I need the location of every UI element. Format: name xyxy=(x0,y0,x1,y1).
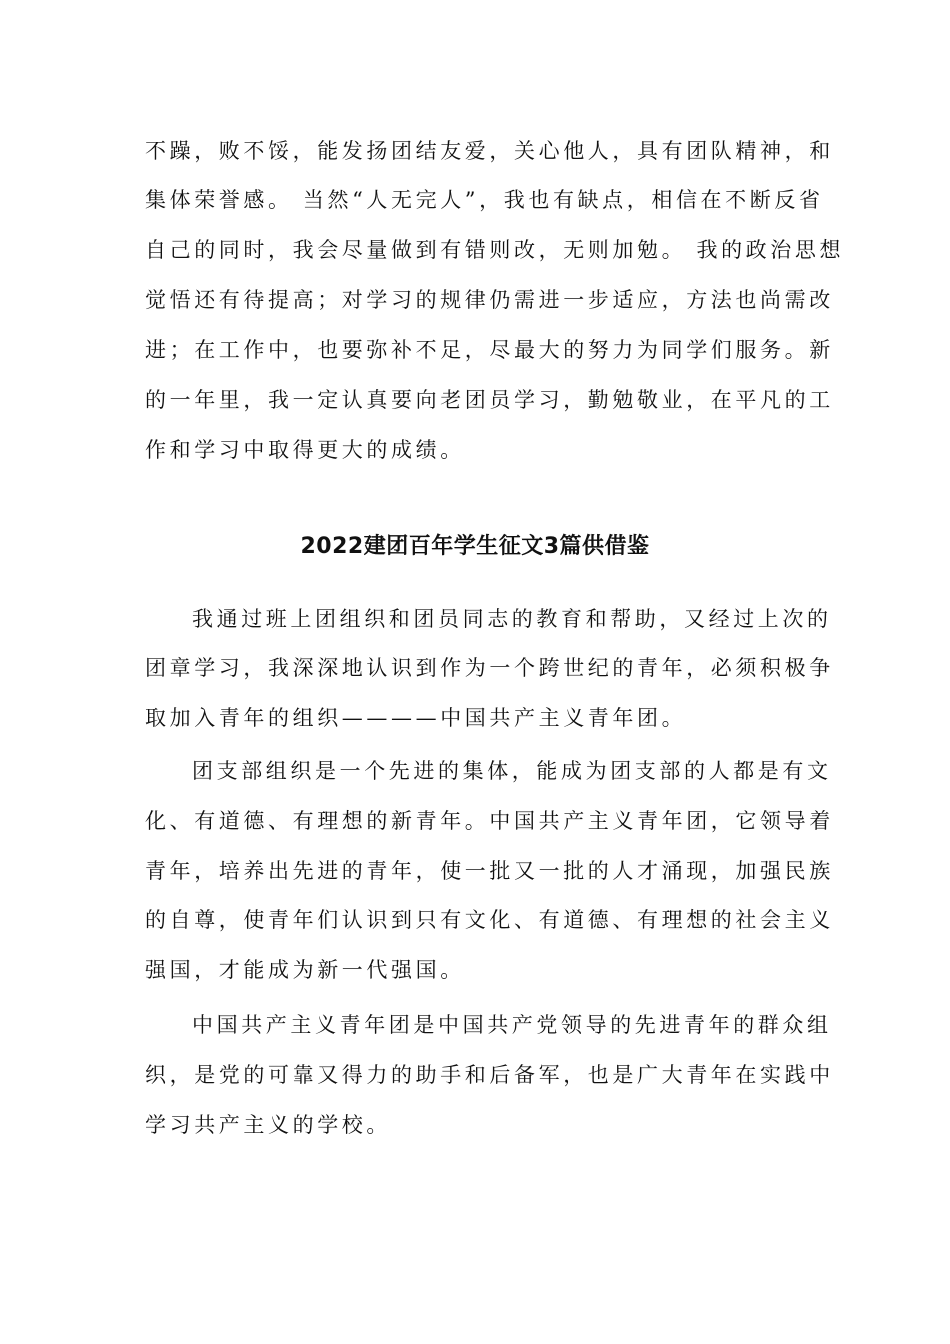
paragraph2-line-1: 团支部组织是一个先进的集体，能成为团支部的人都是有文 xyxy=(192,759,832,783)
intro-line-2: 集体荣誉感。 当然“人无完人”，我也有缺点，相信在不断反省 xyxy=(145,188,824,212)
paragraph1-line-3: 取加入青年的组织————中国共产主义青年团。 xyxy=(145,706,687,730)
paragraph1-line-1: 我通过班上团组织和团员同志的教育和帮助，又经过上次的 xyxy=(192,607,832,631)
document-title: 2022建团百年学生征文3篇供借鉴 xyxy=(300,534,650,559)
paragraph3-line-3: 学习共产主义的学校。 xyxy=(145,1113,391,1137)
intro-line-5: 进；在工作中，也要弥补不足，尽最大的努力为同学们服务。新 xyxy=(145,338,834,362)
paragraph2-line-3: 青年，培养出先进的青年，使一批又一批的人才涌现，加强民族 xyxy=(145,859,834,883)
intro-line-4: 觉悟还有待提高；对学习的规律仍需进一步适应，方法也尚需改 xyxy=(145,288,834,312)
paragraph2-line-2: 化、有道德、有理想的新青年。中国共产主义青年团，它领导着 xyxy=(145,809,834,833)
paragraph3-line-1: 中国共产主义青年团是中国共产党领导的先进青年的群众组 xyxy=(192,1013,832,1037)
paragraph3-line-2: 织，是党的可靠又得力的助手和后备军，也是广大青年在实践中 xyxy=(145,1063,834,1087)
intro-line-6: 的一年里，我一定认真要向老团员学习，勤勉敬业，在平凡的工 xyxy=(145,388,834,412)
intro-line-1: 不躁，败不馁，能发扬团结友爱，关心他人，具有团队精神，和 xyxy=(145,139,834,163)
intro-line-3: 自己的同时，我会尽量做到有错则改，无则加勉。 我的政治思想 xyxy=(145,238,845,262)
intro-line-7: 作和学习中取得更大的成绩。 xyxy=(145,438,465,462)
paragraph2-line-4: 的自尊，使青年们认识到只有文化、有道德、有理想的社会主义 xyxy=(145,908,834,932)
paragraph2-line-5: 强国，才能成为新一代强国。 xyxy=(145,958,465,982)
paragraph1-line-2: 团章学习，我深深地认识到作为一个跨世纪的青年，必须积极争 xyxy=(145,656,834,680)
